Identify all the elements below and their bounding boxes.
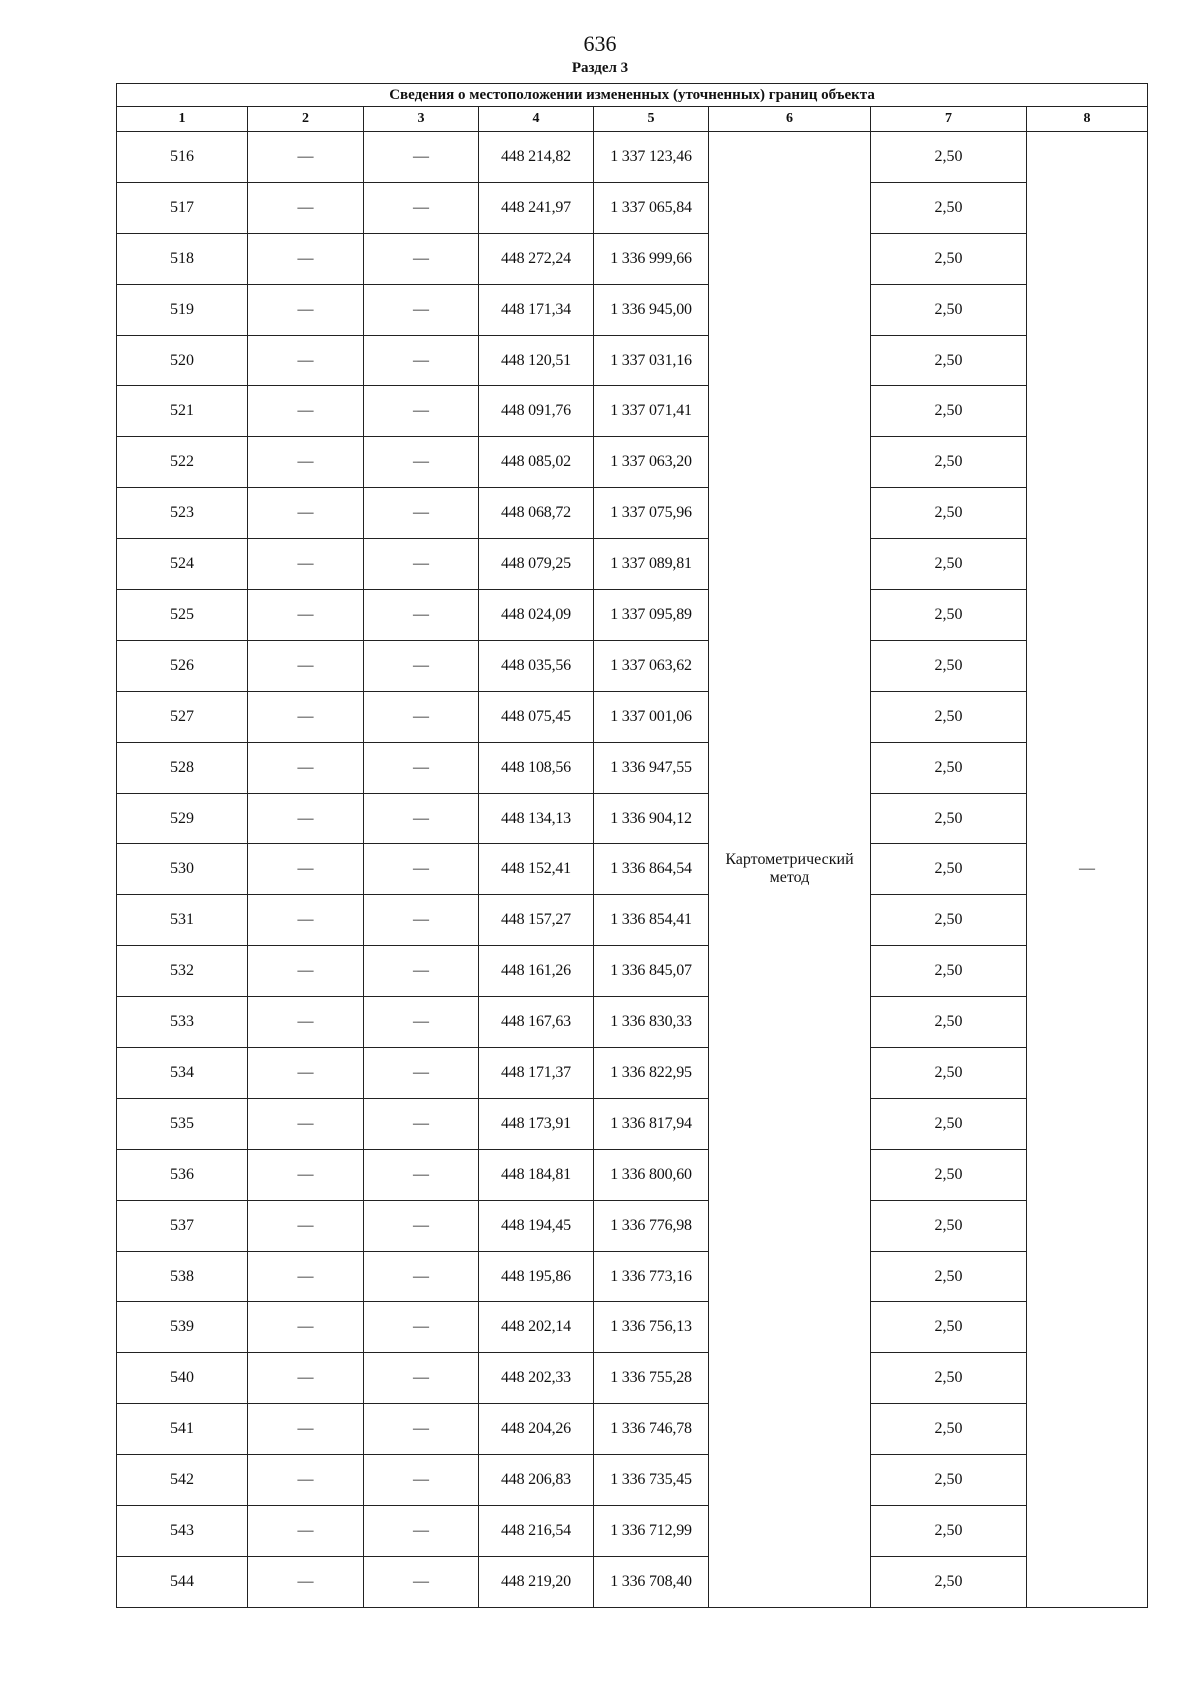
column-3-cell: — <box>364 1149 479 1200</box>
column-3-cell: — <box>364 997 479 1048</box>
column-7-cell: 2,50 <box>871 182 1027 233</box>
column-2-cell: — <box>248 437 364 488</box>
column-2-cell: — <box>248 1048 364 1099</box>
column-2-cell: — <box>248 284 364 335</box>
point-number-cell: 532 <box>117 946 248 997</box>
column-7-cell: 2,50 <box>871 1302 1027 1353</box>
y-coordinate-cell: 1 336 773,16 <box>594 1251 709 1302</box>
column-2-cell: — <box>248 742 364 793</box>
table-row <box>117 1048 1148 1099</box>
column-header: 2 <box>248 107 364 132</box>
table-row <box>117 182 1148 233</box>
x-coordinate-cell: 448 173,91 <box>479 1098 594 1149</box>
x-coordinate-cell: 448 120,51 <box>479 335 594 386</box>
column-3-cell: — <box>364 1455 479 1506</box>
column-7-cell: 2,50 <box>871 1149 1027 1200</box>
table-row <box>117 1506 1148 1557</box>
y-coordinate-cell: 1 336 746,78 <box>594 1404 709 1455</box>
point-number-cell: 521 <box>117 386 248 437</box>
y-coordinate-cell: 1 336 756,13 <box>594 1302 709 1353</box>
column-2-cell: — <box>248 132 364 183</box>
column-7-cell: 2,50 <box>871 1251 1027 1302</box>
point-number-cell: 516 <box>117 132 248 183</box>
y-coordinate-cell: 1 337 075,96 <box>594 488 709 539</box>
table-row <box>117 946 1148 997</box>
point-number-cell: 517 <box>117 182 248 233</box>
table-row <box>117 1404 1148 1455</box>
point-number-cell: 540 <box>117 1353 248 1404</box>
y-coordinate-cell: 1 336 945,00 <box>594 284 709 335</box>
column-7-cell: 2,50 <box>871 437 1027 488</box>
column-3-cell: — <box>364 284 479 335</box>
table-row <box>117 386 1148 437</box>
column-7-cell: 2,50 <box>871 742 1027 793</box>
column-header: 3 <box>364 107 479 132</box>
y-coordinate-cell: 1 336 845,07 <box>594 946 709 997</box>
column-2-cell: — <box>248 793 364 844</box>
column-3-cell: — <box>364 895 479 946</box>
column-8-cell: — <box>1027 132 1148 1608</box>
column-3-cell: — <box>364 1200 479 1251</box>
column-header: 8 <box>1027 107 1148 132</box>
column-3-cell: — <box>364 386 479 437</box>
table-row <box>117 1302 1148 1353</box>
point-number-cell: 526 <box>117 640 248 691</box>
point-number-cell: 538 <box>117 1251 248 1302</box>
column-3-cell: — <box>364 640 479 691</box>
point-number-cell: 518 <box>117 233 248 284</box>
section-title: Раздел 3 <box>571 60 629 76</box>
y-coordinate-cell: 1 336 755,28 <box>594 1353 709 1404</box>
x-coordinate-cell: 448 134,13 <box>479 793 594 844</box>
point-number-cell: 531 <box>117 895 248 946</box>
column-3-cell: — <box>364 488 479 539</box>
x-coordinate-cell: 448 194,45 <box>479 1200 594 1251</box>
x-coordinate-cell: 448 091,76 <box>479 386 594 437</box>
table-row <box>117 1556 1148 1607</box>
column-7-cell: 2,50 <box>871 233 1027 284</box>
column-number-row <box>117 107 1148 132</box>
column-3-cell: — <box>364 1302 479 1353</box>
y-coordinate-cell: 1 337 031,16 <box>594 335 709 386</box>
column-3-cell: — <box>364 233 479 284</box>
table-row <box>117 691 1148 742</box>
point-number-cell: 528 <box>117 742 248 793</box>
point-number-cell: 542 <box>117 1455 248 1506</box>
y-coordinate-cell: 1 336 735,45 <box>594 1455 709 1506</box>
x-coordinate-cell: 448 161,26 <box>479 946 594 997</box>
point-number-cell: 529 <box>117 793 248 844</box>
x-coordinate-cell: 448 035,56 <box>479 640 594 691</box>
point-number-cell: 541 <box>117 1404 248 1455</box>
point-number-cell: 544 <box>117 1556 248 1607</box>
point-number-cell: 534 <box>117 1048 248 1099</box>
column-2-cell: — <box>248 1149 364 1200</box>
table-body <box>117 132 1148 1608</box>
column-2-cell: — <box>248 182 364 233</box>
column-2-cell: — <box>248 1200 364 1251</box>
x-coordinate-cell: 448 272,24 <box>479 233 594 284</box>
column-2-cell: — <box>248 997 364 1048</box>
column-3-cell: — <box>364 793 479 844</box>
column-7-cell: 2,50 <box>871 488 1027 539</box>
column-7-cell: 2,50 <box>871 539 1027 590</box>
point-number-cell: 530 <box>117 844 248 895</box>
column-7-cell: 2,50 <box>871 335 1027 386</box>
column-3-cell: — <box>364 437 479 488</box>
table-row <box>117 488 1148 539</box>
column-7-cell: 2,50 <box>871 284 1027 335</box>
y-coordinate-cell: 1 336 817,94 <box>594 1098 709 1149</box>
column-3-cell: — <box>364 742 479 793</box>
column-header: 1 <box>117 107 248 132</box>
table-row <box>117 132 1148 183</box>
column-7-cell: 2,50 <box>871 946 1027 997</box>
column-3-cell: — <box>364 1506 479 1557</box>
y-coordinate-cell: 1 336 712,99 <box>594 1506 709 1557</box>
point-number-cell: 527 <box>117 691 248 742</box>
column-7-cell: 2,50 <box>871 1404 1027 1455</box>
column-2-cell: — <box>248 1556 364 1607</box>
column-3-cell: — <box>364 182 479 233</box>
boundary-coordinates-table <box>116 83 1148 1608</box>
column-3-cell: — <box>364 1048 479 1099</box>
table-row <box>117 742 1148 793</box>
x-coordinate-cell: 448 152,41 <box>479 844 594 895</box>
table-row <box>117 895 1148 946</box>
column-3-cell: — <box>364 1251 479 1302</box>
point-number-cell: 520 <box>117 335 248 386</box>
table-row <box>117 335 1148 386</box>
y-coordinate-cell: 1 336 708,40 <box>594 1556 709 1607</box>
y-coordinate-cell: 1 336 776,98 <box>594 1200 709 1251</box>
table-row <box>117 1200 1148 1251</box>
column-header: 7 <box>871 107 1027 132</box>
column-7-cell: 2,50 <box>871 132 1027 183</box>
x-coordinate-cell: 448 108,56 <box>479 742 594 793</box>
x-coordinate-cell: 448 167,63 <box>479 997 594 1048</box>
column-header: 6 <box>709 107 871 132</box>
x-coordinate-cell: 448 085,02 <box>479 437 594 488</box>
table-row <box>117 233 1148 284</box>
x-coordinate-cell: 448 216,54 <box>479 1506 594 1557</box>
table-row <box>117 640 1148 691</box>
y-coordinate-cell: 1 336 947,55 <box>594 742 709 793</box>
column-3-cell: — <box>364 132 479 183</box>
column-3-cell: — <box>364 590 479 641</box>
y-coordinate-cell: 1 337 123,46 <box>594 132 709 183</box>
column-7-cell: 2,50 <box>871 1353 1027 1404</box>
point-number-cell: 537 <box>117 1200 248 1251</box>
x-coordinate-cell: 448 204,26 <box>479 1404 594 1455</box>
table-row <box>117 793 1148 844</box>
column-2-cell: — <box>248 1353 364 1404</box>
table-row <box>117 437 1148 488</box>
column-2-cell: — <box>248 1098 364 1149</box>
column-2-cell: — <box>248 691 364 742</box>
column-header: 5 <box>594 107 709 132</box>
table-row <box>117 539 1148 590</box>
x-coordinate-cell: 448 219,20 <box>479 1556 594 1607</box>
point-number-cell: 539 <box>117 1302 248 1353</box>
column-2-cell: — <box>248 386 364 437</box>
column-7-cell: 2,50 <box>871 1048 1027 1099</box>
y-coordinate-cell: 1 336 800,60 <box>594 1149 709 1200</box>
column-7-cell: 2,50 <box>871 1506 1027 1557</box>
column-3-cell: — <box>364 844 479 895</box>
page-number: 636 <box>583 31 617 56</box>
y-coordinate-cell: 1 337 065,84 <box>594 182 709 233</box>
y-coordinate-cell: 1 336 999,66 <box>594 233 709 284</box>
point-number-cell: 535 <box>117 1098 248 1149</box>
table-row <box>117 1149 1148 1200</box>
column-2-cell: — <box>248 539 364 590</box>
y-coordinate-cell: 1 336 864,54 <box>594 844 709 895</box>
column-3-cell: — <box>364 539 479 590</box>
column-2-cell: — <box>248 1302 364 1353</box>
column-3-cell: — <box>364 1098 479 1149</box>
column-2-cell: — <box>248 488 364 539</box>
column-7-cell: 2,50 <box>871 1200 1027 1251</box>
y-coordinate-cell: 1 336 854,41 <box>594 895 709 946</box>
point-number-cell: 519 <box>117 284 248 335</box>
table-row <box>117 997 1148 1048</box>
table-row <box>117 284 1148 335</box>
point-number-cell: 525 <box>117 590 248 641</box>
y-coordinate-cell: 1 336 830,33 <box>594 997 709 1048</box>
column-7-cell: 2,50 <box>871 691 1027 742</box>
y-coordinate-cell: 1 337 063,20 <box>594 437 709 488</box>
x-coordinate-cell: 448 184,81 <box>479 1149 594 1200</box>
table-row <box>117 844 1148 895</box>
column-3-cell: — <box>364 1353 479 1404</box>
column-7-cell: 2,50 <box>871 1098 1027 1149</box>
x-coordinate-cell: 448 206,83 <box>479 1455 594 1506</box>
column-7-cell: 2,50 <box>871 590 1027 641</box>
column-7-cell: 2,50 <box>871 997 1027 1048</box>
x-coordinate-cell: 448 202,33 <box>479 1353 594 1404</box>
column-2-cell: — <box>248 1455 364 1506</box>
x-coordinate-cell: 448 241,97 <box>479 182 594 233</box>
x-coordinate-cell: 448 075,45 <box>479 691 594 742</box>
column-3-cell: — <box>364 335 479 386</box>
column-7-cell: 2,50 <box>871 1556 1027 1607</box>
point-number-cell: 524 <box>117 539 248 590</box>
column-2-cell: — <box>248 946 364 997</box>
y-coordinate-cell: 1 337 001,06 <box>594 691 709 742</box>
column-7-cell: 2,50 <box>871 1455 1027 1506</box>
table-row <box>117 1353 1148 1404</box>
column-2-cell: — <box>248 1404 364 1455</box>
x-coordinate-cell: 448 195,86 <box>479 1251 594 1302</box>
y-coordinate-cell: 1 337 095,89 <box>594 590 709 641</box>
column-2-cell: — <box>248 844 364 895</box>
column-2-cell: — <box>248 335 364 386</box>
y-coordinate-cell: 1 337 071,41 <box>594 386 709 437</box>
method-cell: Картометрический метод <box>709 132 871 1608</box>
x-coordinate-cell: 448 024,09 <box>479 590 594 641</box>
column-2-cell: — <box>248 1251 364 1302</box>
x-coordinate-cell: 448 171,37 <box>479 1048 594 1099</box>
column-3-cell: — <box>364 946 479 997</box>
column-2-cell: — <box>248 640 364 691</box>
column-2-cell: — <box>248 895 364 946</box>
column-2-cell: — <box>248 233 364 284</box>
column-2-cell: — <box>248 1506 364 1557</box>
point-number-cell: 522 <box>117 437 248 488</box>
x-coordinate-cell: 448 068,72 <box>479 488 594 539</box>
column-7-cell: 2,50 <box>871 640 1027 691</box>
x-coordinate-cell: 448 171,34 <box>479 284 594 335</box>
point-number-cell: 543 <box>117 1506 248 1557</box>
x-coordinate-cell: 448 079,25 <box>479 539 594 590</box>
y-coordinate-cell: 1 336 904,12 <box>594 793 709 844</box>
x-coordinate-cell: 448 202,14 <box>479 1302 594 1353</box>
x-coordinate-cell: 448 157,27 <box>479 895 594 946</box>
x-coordinate-cell: 448 214,82 <box>479 132 594 183</box>
table-caption: Сведения о местоположении измененных (уточненных) границ объекта <box>117 84 1148 107</box>
column-3-cell: — <box>364 1404 479 1455</box>
column-7-cell: 2,50 <box>871 793 1027 844</box>
point-number-cell: 536 <box>117 1149 248 1200</box>
table-row <box>117 1251 1148 1302</box>
column-3-cell: — <box>364 691 479 742</box>
y-coordinate-cell: 1 337 063,62 <box>594 640 709 691</box>
table-row <box>117 590 1148 641</box>
column-header: 4 <box>479 107 594 132</box>
column-7-cell: 2,50 <box>871 844 1027 895</box>
table-row <box>117 1098 1148 1149</box>
column-2-cell: — <box>248 590 364 641</box>
point-number-cell: 523 <box>117 488 248 539</box>
column-7-cell: 2,50 <box>871 386 1027 437</box>
y-coordinate-cell: 1 337 089,81 <box>594 539 709 590</box>
point-number-cell: 533 <box>117 997 248 1048</box>
y-coordinate-cell: 1 336 822,95 <box>594 1048 709 1099</box>
table-row <box>117 1455 1148 1506</box>
column-7-cell: 2,50 <box>871 895 1027 946</box>
column-3-cell: — <box>364 1556 479 1607</box>
